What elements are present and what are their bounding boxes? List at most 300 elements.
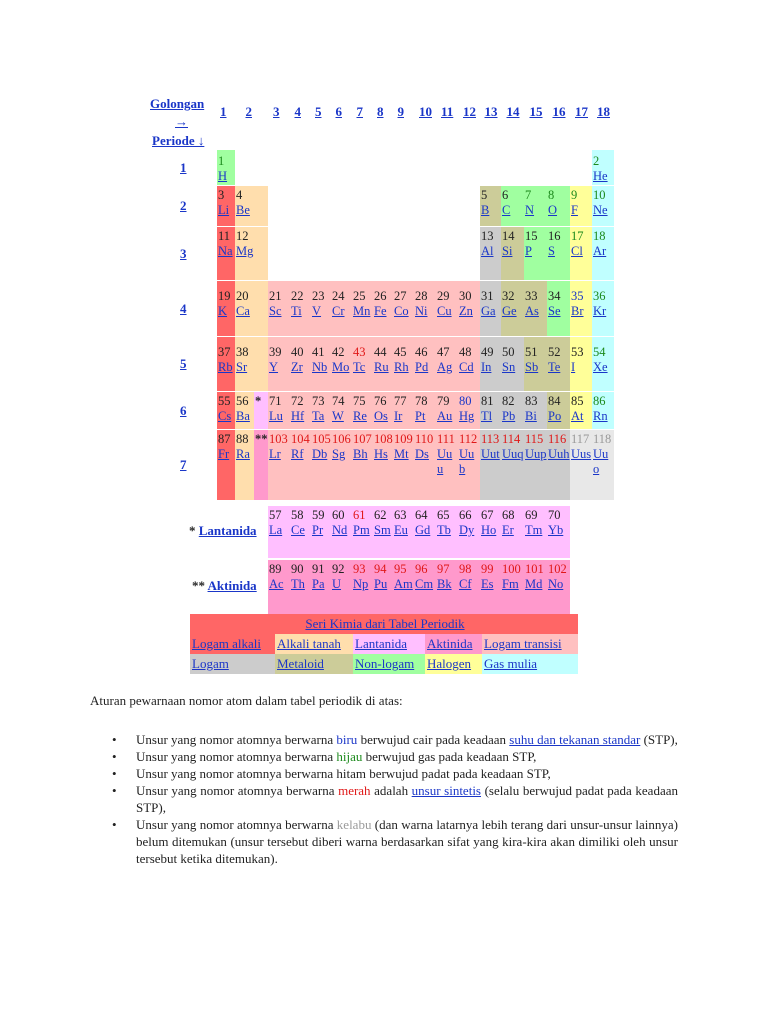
- rule-text: Unsur yang nomor atomnya berwarna: [136, 783, 339, 798]
- atomic-number: 59: [312, 508, 325, 522]
- element-ta[interactable]: [311, 392, 331, 429]
- atomic-number: 90: [291, 562, 304, 576]
- element-symbol[interactable]: Es: [481, 577, 494, 591]
- element-symbol[interactable]: Ce: [291, 523, 305, 537]
- element-symbol[interactable]: Sg: [332, 447, 346, 461]
- atomic-number: 11: [218, 229, 231, 243]
- element-symbol[interactable]: Tb: [437, 523, 451, 537]
- element-i[interactable]: [570, 337, 592, 391]
- element-n[interactable]: [524, 186, 547, 226]
- element-ar[interactable]: [592, 227, 614, 280]
- element-sm[interactable]: [373, 506, 393, 558]
- element-be[interactable]: [235, 186, 268, 226]
- atomic-number: 68: [502, 508, 515, 522]
- element-uut[interactable]: [480, 430, 501, 500]
- element-symbol[interactable]: Y: [269, 360, 279, 374]
- element-cu[interactable]: [436, 281, 458, 336]
- element-symbol[interactable]: Ag: [437, 360, 453, 374]
- group-number-10[interactable]: 10: [419, 104, 432, 119]
- element-lu[interactable]: [268, 392, 290, 429]
- element-tb[interactable]: [436, 506, 458, 558]
- element-symbol[interactable]: Rh: [394, 360, 409, 374]
- element-na[interactable]: [217, 227, 235, 280]
- element-h[interactable]: [217, 150, 235, 185]
- coloring-rule-item: [108, 765, 678, 782]
- element-symbol[interactable]: Mg: [236, 244, 254, 258]
- element-uup[interactable]: [524, 430, 547, 500]
- group-number-3[interactable]: 3: [273, 104, 280, 119]
- element-at[interactable]: [570, 392, 592, 429]
- element-symbol[interactable]: Ds: [415, 447, 429, 461]
- element-symbol[interactable]: Se: [548, 304, 561, 318]
- group-number-7[interactable]: 7: [356, 104, 363, 119]
- element-bi[interactable]: [524, 392, 547, 429]
- atomic-number: 101: [525, 562, 544, 576]
- group-number-16[interactable]: 16: [552, 104, 566, 119]
- element-symbol[interactable]: Bh: [353, 447, 368, 461]
- element-symbol[interactable]: Ni: [415, 304, 428, 318]
- group-number-13[interactable]: 13: [484, 104, 498, 119]
- element-mn[interactable]: [352, 281, 373, 336]
- element-symbol[interactable]: Ar: [593, 244, 607, 258]
- element-md[interactable]: [524, 560, 547, 614]
- element-symbol[interactable]: Pd: [415, 360, 429, 374]
- element-pa[interactable]: [311, 560, 331, 614]
- atomic-number: 72: [291, 394, 304, 408]
- atomic-number: 19: [218, 289, 231, 303]
- legend-item-halogen[interactable]: Halogen: [425, 654, 482, 674]
- element-th[interactable]: [290, 560, 311, 614]
- element-gd[interactable]: [414, 506, 436, 558]
- element-pb[interactable]: [501, 392, 524, 429]
- element-symbol[interactable]: S: [548, 244, 555, 258]
- element-symbol[interactable]: Br: [571, 304, 584, 318]
- element-symbol[interactable]: As: [525, 304, 539, 318]
- element-he[interactable]: [592, 150, 614, 185]
- element-la[interactable]: [268, 506, 290, 558]
- legend-item-nonmetal[interactable]: Non-logam: [353, 654, 425, 674]
- legend-item-metalloid[interactable]: Metaloid: [275, 654, 353, 674]
- element-symbol[interactable]: Fe: [374, 304, 387, 318]
- element-symbol[interactable]: Te: [548, 360, 561, 374]
- element-fm[interactable]: [501, 560, 524, 614]
- element-symbol[interactable]: Zn: [459, 304, 473, 318]
- element-symbol[interactable]: Hg: [459, 409, 475, 423]
- element-symbol[interactable]: Al: [481, 244, 494, 258]
- element-bh[interactable]: [352, 430, 373, 500]
- element-symbol[interactable]: Nb: [312, 360, 328, 374]
- element-symbol[interactable]: Uub: [459, 447, 475, 476]
- element-ce[interactable]: [290, 506, 311, 558]
- element-pr[interactable]: [311, 506, 331, 558]
- element-cm[interactable]: [414, 560, 436, 614]
- element-symbol[interactable]: C: [502, 203, 511, 217]
- atomic-number: 110: [415, 432, 434, 446]
- legend-item-actinide[interactable]: Aktinida: [425, 634, 482, 654]
- group-number-17[interactable]: 17: [575, 104, 588, 119]
- element-symbol[interactable]: Ir: [394, 409, 403, 423]
- element-symbol[interactable]: Mn: [353, 304, 371, 318]
- element-symbol[interactable]: Cl: [571, 244, 583, 258]
- element-te[interactable]: [547, 337, 570, 391]
- element-uus[interactable]: [570, 430, 592, 500]
- element-zr[interactable]: [290, 337, 311, 391]
- period-number-4[interactable]: 4: [180, 300, 187, 316]
- element-symbol[interactable]: Ne: [593, 203, 608, 217]
- element-pd[interactable]: [414, 337, 436, 391]
- element-yb[interactable]: [547, 506, 570, 558]
- element-mo[interactable]: [331, 337, 352, 391]
- period-number-7[interactable]: 7: [180, 457, 187, 472]
- period-number-1[interactable]: 1: [180, 159, 187, 175]
- group-number-15[interactable]: 15: [529, 104, 543, 119]
- lanthanide-link[interactable]: Lantanida: [198, 523, 257, 538]
- element-symbol[interactable]: Tc: [353, 360, 366, 374]
- element-o[interactable]: [547, 186, 570, 226]
- element-symbol[interactable]: Sb: [525, 360, 539, 374]
- element-symbol[interactable]: Hf: [291, 409, 305, 423]
- element-nd[interactable]: [331, 506, 352, 558]
- element-w[interactable]: [331, 392, 352, 429]
- group-number-6[interactable]: 6: [335, 104, 342, 119]
- element-symbol[interactable]: Cr: [332, 304, 345, 318]
- legend-item-noble[interactable]: Gas mulia: [482, 654, 578, 674]
- element-symbol[interactable]: Uuu: [437, 447, 453, 476]
- element-symbol[interactable]: N: [525, 203, 535, 217]
- element-symbol[interactable]: Ru: [374, 360, 389, 374]
- element-sc[interactable]: [268, 281, 290, 336]
- element-br[interactable]: [570, 281, 592, 336]
- element-symbol[interactable]: Nd: [332, 523, 348, 537]
- element-db[interactable]: [311, 430, 331, 500]
- element-ho[interactable]: [480, 506, 501, 558]
- element-uuq[interactable]: [501, 430, 524, 500]
- element-symbol[interactable]: Ta: [312, 409, 325, 423]
- element-fr[interactable]: [217, 430, 235, 500]
- element-np[interactable]: [352, 560, 373, 614]
- element-symbol[interactable]: Tm: [525, 523, 543, 537]
- element-symbol[interactable]: Cs: [218, 409, 232, 423]
- element-rh[interactable]: [393, 337, 414, 391]
- element-symbol[interactable]: At: [571, 409, 584, 423]
- element-symbol[interactable]: Ca: [236, 304, 250, 318]
- element-zn[interactable]: [458, 281, 480, 336]
- element-bk[interactable]: [436, 560, 458, 614]
- element-ru[interactable]: [373, 337, 393, 391]
- element-symbol[interactable]: Uus: [571, 447, 592, 461]
- element-symbol[interactable]: Uuq: [502, 447, 524, 461]
- atomic-number: 26: [374, 289, 387, 303]
- element-mg[interactable]: [235, 227, 268, 280]
- element-symbol[interactable]: Ac: [269, 577, 284, 591]
- element-symbol[interactable]: Mt: [394, 447, 409, 461]
- element-symbol[interactable]: Rf: [291, 447, 304, 461]
- legend-item-poor[interactable]: Logam: [190, 654, 275, 674]
- element-cf[interactable]: [458, 560, 480, 614]
- element-pu[interactable]: [373, 560, 393, 614]
- period-number-5[interactable]: 5: [180, 356, 187, 371]
- element-uuh[interactable]: [547, 430, 570, 500]
- element-ne[interactable]: [592, 186, 614, 226]
- element-symbol[interactable]: Uuh: [548, 447, 570, 461]
- element-symbol[interactable]: Bk: [437, 577, 452, 591]
- element-symbol[interactable]: Na: [218, 244, 233, 258]
- element-sn[interactable]: [501, 337, 524, 391]
- element-p[interactable]: [524, 227, 547, 280]
- element-symbol[interactable]: Hs: [374, 447, 388, 461]
- element-symbol[interactable]: Au: [437, 409, 453, 423]
- element-symbol[interactable]: Ti: [291, 304, 302, 318]
- element-rf[interactable]: [290, 430, 311, 500]
- element-symbol[interactable]: Pr: [312, 523, 324, 537]
- element-ti[interactable]: [290, 281, 311, 336]
- element-symbol[interactable]: Os: [374, 409, 388, 423]
- element-cd[interactable]: [458, 337, 480, 391]
- element-symbol[interactable]: Md: [525, 577, 543, 591]
- element-symbol[interactable]: No: [548, 577, 564, 591]
- group-number-18[interactable]: 18: [597, 104, 610, 119]
- group-number-11[interactable]: 11: [441, 104, 454, 119]
- element-sb[interactable]: [524, 337, 547, 391]
- element-symbol[interactable]: Uuo: [593, 447, 609, 476]
- legend-item-transition[interactable]: Logam transisi: [482, 634, 578, 654]
- element-symbol[interactable]: Co: [394, 304, 409, 318]
- element-symbol[interactable]: Be: [236, 203, 250, 217]
- element-tl[interactable]: [480, 392, 501, 429]
- atomic-number: 44: [374, 345, 387, 359]
- element-kr[interactable]: [592, 281, 614, 336]
- element-rb[interactable]: [217, 337, 235, 391]
- element-symbol[interactable]: W: [332, 409, 344, 423]
- element-symbol[interactable]: Sc: [269, 304, 282, 318]
- atomic-number: 34: [548, 289, 561, 303]
- period-number-2[interactable]: 2: [180, 198, 187, 213]
- element-symbol[interactable]: Np: [353, 577, 369, 591]
- legend-title[interactable]: [190, 614, 578, 634]
- element-cr[interactable]: [331, 281, 352, 336]
- element-in[interactable]: [480, 337, 501, 391]
- element-symbol[interactable]: Pu: [374, 577, 388, 591]
- element-am[interactable]: [393, 560, 414, 614]
- group-number-4[interactable]: 4: [294, 104, 301, 119]
- element-symbol[interactable]: Db: [312, 447, 328, 461]
- element-y[interactable]: [268, 337, 290, 391]
- element-cs[interactable]: [217, 392, 235, 429]
- element-re[interactable]: [352, 392, 373, 429]
- element-symbol[interactable]: Gd: [415, 523, 431, 537]
- group-arrow-glyph: →: [175, 114, 188, 129]
- element-nb[interactable]: [311, 337, 331, 391]
- bullet: •: [112, 817, 117, 832]
- element-symbol[interactable]: Cf: [459, 577, 472, 591]
- element-symbol[interactable]: Th: [291, 577, 305, 591]
- rule-link[interactable]: suhu dan tekanan standar: [509, 732, 641, 747]
- element-symbol[interactable]: Cu: [437, 304, 452, 318]
- element-symbol[interactable]: Am: [394, 577, 413, 591]
- element-pt[interactable]: [414, 392, 436, 429]
- element-mt[interactable]: [393, 430, 414, 500]
- element-u[interactable]: [331, 560, 352, 614]
- element-dy[interactable]: [458, 506, 480, 558]
- element-pm[interactable]: [352, 506, 373, 558]
- legend-item-alkaline[interactable]: Alkali tanah: [275, 634, 353, 654]
- element-symbol[interactable]: Rn: [593, 409, 608, 423]
- element-es[interactable]: [480, 560, 501, 614]
- group-number-5[interactable]: 5: [315, 104, 322, 119]
- atomic-number: 71: [269, 394, 282, 408]
- element-xe[interactable]: [592, 337, 614, 391]
- atomic-number: 15: [525, 229, 538, 243]
- element-symbol[interactable]: Sn: [502, 360, 516, 374]
- group-number-12[interactable]: 12: [463, 104, 476, 119]
- element-symbol[interactable]: Dy: [459, 523, 475, 537]
- period-number-6[interactable]: 6: [180, 402, 187, 418]
- element-symbol[interactable]: Tl: [481, 409, 493, 423]
- element-ni[interactable]: [414, 281, 436, 336]
- element-symbol[interactable]: Uut: [481, 447, 500, 461]
- element-symbol[interactable]: Cm: [415, 577, 434, 591]
- element-symbol[interactable]: Eu: [394, 523, 408, 537]
- element-symbol[interactable]: Ho: [481, 523, 497, 537]
- group-number-1[interactable]: 1: [220, 104, 227, 119]
- element-al[interactable]: [480, 227, 501, 280]
- element-symbol[interactable]: Rb: [218, 360, 233, 374]
- element-f[interactable]: [570, 186, 592, 226]
- element-po[interactable]: [547, 392, 570, 429]
- element-symbol[interactable]: U: [332, 577, 342, 591]
- element-b[interactable]: [480, 186, 501, 226]
- element-as[interactable]: [524, 281, 547, 336]
- element-lr[interactable]: [268, 430, 290, 500]
- element-symbol[interactable]: Bi: [525, 409, 537, 423]
- element-fe[interactable]: [373, 281, 393, 336]
- element-symbol[interactable]: Sr: [236, 360, 248, 374]
- element-uub[interactable]: [458, 430, 480, 500]
- element-symbol[interactable]: Pa: [312, 577, 325, 591]
- element-ca[interactable]: [235, 281, 268, 336]
- element-symbol[interactable]: H: [218, 169, 228, 183]
- element-tm[interactable]: [524, 506, 547, 558]
- legend-item-lanthanide[interactable]: Lantanida: [353, 634, 425, 654]
- element-symbol[interactable]: Fr: [218, 447, 230, 461]
- period-number-3[interactable]: 3: [180, 245, 187, 261]
- element-symbol[interactable]: Er: [502, 523, 514, 537]
- element-cl[interactable]: [570, 227, 592, 280]
- bullet: •: [112, 766, 117, 781]
- element-symbol[interactable]: Li: [218, 203, 230, 217]
- element-si[interactable]: [501, 227, 524, 280]
- element-symbol[interactable]: Lr: [269, 447, 281, 461]
- rule-link[interactable]: unsur sintetis: [411, 783, 481, 798]
- element-symbol[interactable]: O: [548, 203, 558, 217]
- element-uuu[interactable]: [436, 430, 458, 500]
- element-os[interactable]: [373, 392, 393, 429]
- element-rn[interactable]: [592, 392, 614, 429]
- element-ag[interactable]: [436, 337, 458, 391]
- element-symbol[interactable]: Pm: [353, 523, 370, 537]
- element-symbol[interactable]: K: [218, 304, 228, 318]
- group-number-8[interactable]: 8: [377, 104, 384, 119]
- element-symbol[interactable]: B: [481, 203, 490, 217]
- element-uuo[interactable]: [592, 430, 614, 500]
- atomic-number: 7: [525, 188, 532, 202]
- element-symbol[interactable]: Pt: [415, 409, 426, 423]
- element-symbol[interactable]: Po: [548, 409, 562, 423]
- group-number-14[interactable]: 14: [506, 104, 520, 119]
- legend-item-alkali[interactable]: Logam alkali: [190, 634, 275, 654]
- group-number-2[interactable]: 2: [245, 104, 252, 119]
- group-header[interactable]: [150, 96, 204, 111]
- group-arrow[interactable]: [175, 114, 188, 129]
- element-symbol[interactable]: Ba: [236, 409, 250, 423]
- element-sg[interactable]: [331, 430, 352, 500]
- element-k[interactable]: [217, 281, 235, 336]
- element-ge[interactable]: [501, 281, 524, 336]
- element-hf[interactable]: [290, 392, 311, 429]
- element-li[interactable]: [217, 186, 235, 226]
- element-tc[interactable]: [352, 337, 373, 391]
- lanthanide-row-label[interactable]: [189, 523, 257, 538]
- element-symbol[interactable]: Ge: [502, 304, 517, 318]
- element-eu[interactable]: [393, 506, 414, 558]
- element-er[interactable]: [501, 506, 524, 558]
- element-symbol[interactable]: Kr: [593, 304, 607, 318]
- element-symbol[interactable]: Pb: [502, 409, 516, 423]
- element-symbol[interactable]: P: [525, 244, 532, 258]
- element-symbol[interactable]: Uup: [525, 447, 547, 461]
- actinide-link[interactable]: Aktinida: [207, 578, 257, 593]
- element-au[interactable]: [436, 392, 458, 429]
- element-symbol[interactable]: Sm: [374, 523, 391, 537]
- element-ir[interactable]: [393, 392, 414, 429]
- period-header[interactable]: [152, 133, 204, 148]
- element-ga[interactable]: [480, 281, 501, 336]
- element-symbol[interactable]: Zr: [291, 360, 303, 374]
- element-se[interactable]: [547, 281, 570, 336]
- element-co[interactable]: [393, 281, 414, 336]
- element-symbol[interactable]: La: [269, 523, 283, 537]
- element-v[interactable]: [311, 281, 331, 336]
- atomic-number: 96: [415, 562, 428, 576]
- actinide-row-label[interactable]: [192, 578, 257, 593]
- group-number-9[interactable]: 9: [397, 104, 404, 119]
- element-ds[interactable]: [414, 430, 436, 500]
- element-symbol[interactable]: He: [593, 169, 608, 183]
- element-symbol[interactable]: Ra: [236, 447, 250, 461]
- element-symbol[interactable]: Re: [353, 409, 367, 423]
- element-no[interactable]: [547, 560, 570, 614]
- element-symbol[interactable]: F: [571, 203, 578, 217]
- element-symbol[interactable]: Yb: [548, 523, 564, 537]
- element-sr[interactable]: [235, 337, 268, 391]
- element-symbol[interactable]: Lu: [269, 409, 283, 423]
- element-s[interactable]: [547, 227, 570, 280]
- element-symbol[interactable]: Cd: [459, 360, 474, 374]
- element-symbol[interactable]: Xe: [593, 360, 608, 374]
- element-symbol[interactable]: In: [481, 360, 492, 374]
- element-symbol[interactable]: I: [571, 360, 576, 374]
- atomic-number: 49: [481, 345, 494, 359]
- element-hg[interactable]: [458, 392, 480, 429]
- element-symbol[interactable]: V: [312, 304, 322, 318]
- element-symbol[interactable]: Fm: [502, 577, 519, 591]
- element-hs[interactable]: [373, 430, 393, 500]
- element-symbol[interactable]: Ga: [481, 304, 496, 318]
- element-ac[interactable]: [268, 560, 290, 614]
- element-symbol[interactable]: Si: [502, 244, 513, 258]
- element-c[interactable]: [501, 186, 524, 226]
- element-symbol[interactable]: Mo: [332, 360, 350, 374]
